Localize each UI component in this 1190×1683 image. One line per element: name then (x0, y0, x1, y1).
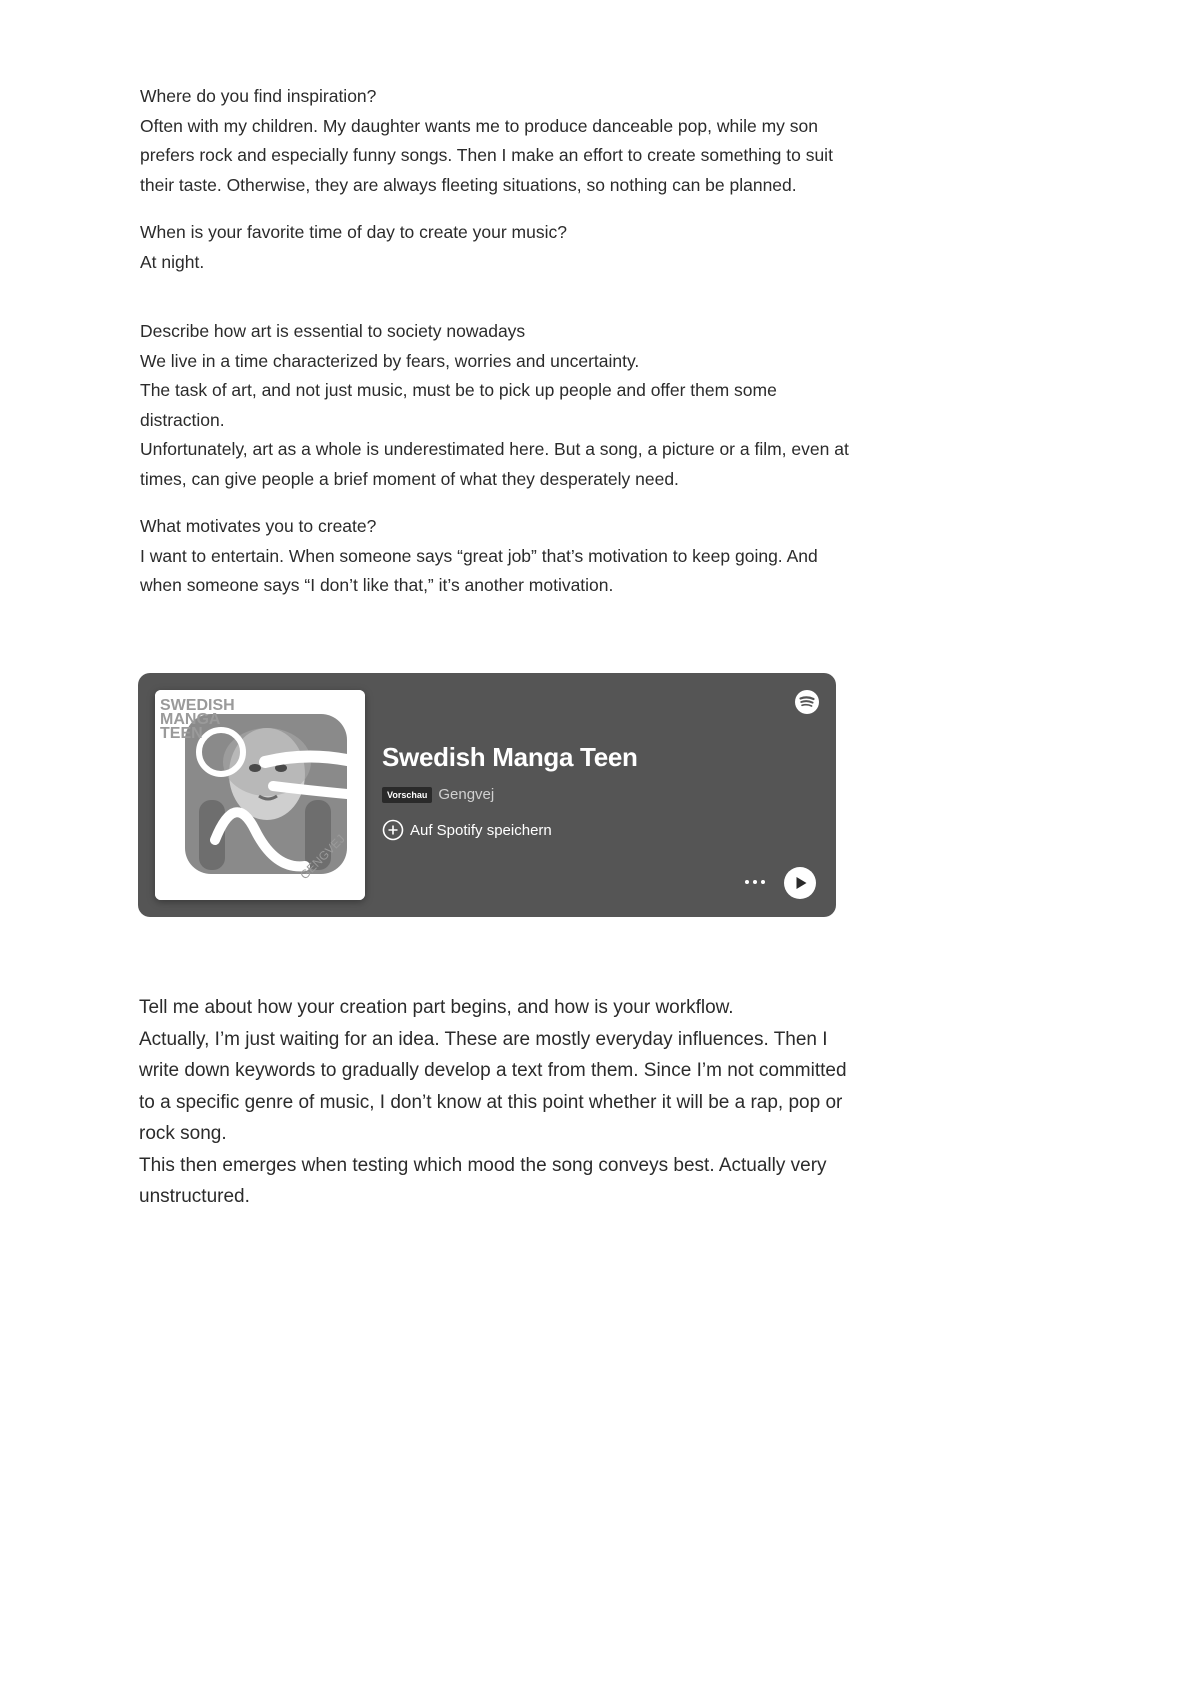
answer: Often with my children. My daughter wants me to produce danceable pop, while my son prefers rock and especially funny songs. Then I make an effort to create something to suit their taste. Otherwise, they are always fleeting situations, so nothing can be planned. (140, 115, 833, 195)
track-meta (382, 786, 494, 803)
answer-line: We live in a time characterized by fears, worries and uncertainty. (140, 350, 640, 371)
qa-block-time-of-day (140, 218, 860, 277)
question: Describe how art is essential to society nowadays (140, 321, 526, 341)
save-label: Auf Spotify speichern (410, 821, 552, 839)
plus-circle-icon (382, 819, 404, 841)
spotify-icon[interactable] (794, 689, 820, 715)
article-body (140, 82, 860, 619)
qa-block-motivation (140, 512, 860, 601)
preview-badge: Vorschau (382, 787, 432, 803)
qa-block-art-society (140, 317, 860, 494)
answer: Actually, I’m just waiting for an idea. These are mostly everyday influences. Then I write down keywords to gradually develop a text from them. Since I’m not committed to a specific genre of music, I don’t know at this point whether it will be a rap, pop or rock song. (139, 1028, 847, 1144)
more-icon[interactable] (744, 879, 766, 885)
cover-corner-text: GENGVEJ (297, 831, 348, 883)
album-cover-art (155, 690, 365, 900)
question: What motivates you to create? (140, 516, 377, 536)
track-title[interactable]: Swedish Manga Teen (382, 742, 638, 772)
answer: This then emerges when testing which mood the song conveys best. Actually very unstructured. (139, 1154, 827, 1207)
cover-title-line-3: TEEN (160, 725, 203, 742)
album-cover[interactable] (155, 690, 365, 900)
question: When is your favorite time of day to create your music? (140, 222, 567, 242)
answer: I want to entertain. When someone says “great job” that’s motivation to keep going. And when someone says “I don’t like that,” it’s another motivation. (140, 545, 818, 595)
cover-title-line-2: MANGA (160, 711, 221, 728)
artist-link[interactable]: Gengvej (438, 786, 495, 803)
save-to-spotify-button[interactable] (382, 819, 552, 841)
play-icon[interactable] (784, 867, 816, 899)
question: Tell me about how your creation part begins, and how is your workflow. (139, 997, 734, 1018)
answer-line: Unfortunately, art as a whole is underestimated here. But a song, a picture or a film, even at times, can give people a brief moment of what they desperately need. (140, 439, 849, 489)
answer: At night. (140, 251, 205, 272)
qa-block-workflow (139, 992, 859, 1213)
cover-title-line-1: SWEDISH (160, 697, 235, 714)
spotify-embed[interactable] (138, 673, 836, 917)
answer-line: The task of art, and not just music, must be to pick up people and offer them some distraction. (140, 380, 777, 430)
question: Where do you find inspiration? (140, 86, 377, 106)
qa-block-inspiration (140, 82, 860, 200)
